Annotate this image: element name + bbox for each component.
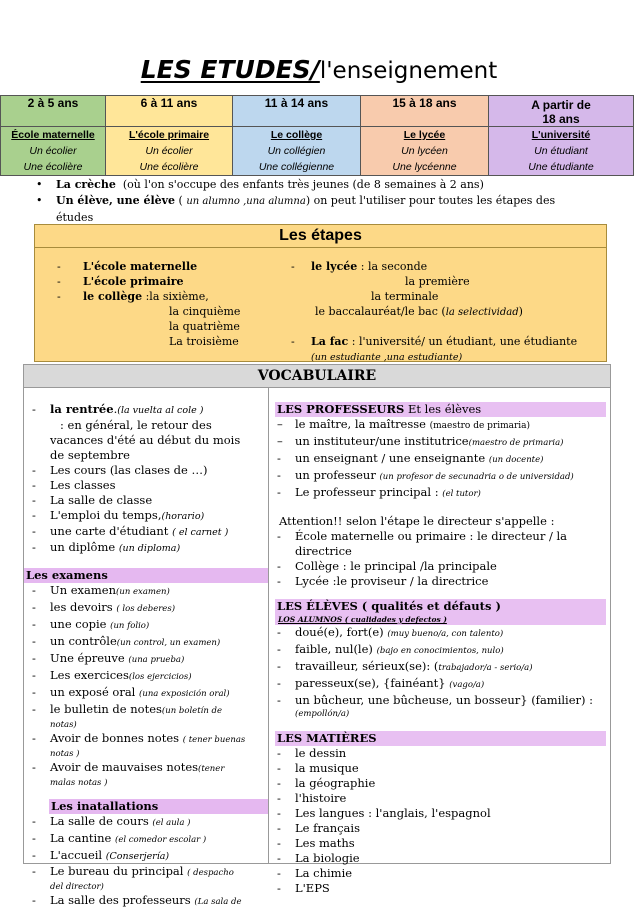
list-item: • Un élève, une élève ( un alumno ,una alumna) on peut l'utiliser pour toutes les étapes des études [36,194,556,224]
title-sub: l'enseignement [319,58,498,84]
age-cell: A partir de 18 ans [489,96,634,127]
vocab-right-column: LES PROFESSEURS Et les élèves – le maître, la maîtresse (maestro de primaria) – un instituteur/une institutrice(maestro de primaria) - un enseignant / une enseignante (un docente) - un professeur (un profesor de secunadria o de universidad) - Le professeur principal : (el tutor) Attention!! selon l'étape le directeur s'appelle : - École maternelle ou primaire : le directeur / la directrice - Collège : le principal /la principale - Lycée :le proviseur / la directrice LES ÉLÈVES ( qualités et défauts ) LOS ALUMNOS ( cualidades y defectos ) - doué(e), fort(e) (muy bueno/a, con talento) - faible, nul(le) (bajo en conocimientos, nulo) - travailleur, sérieux(se): (trabajador/a - serio/a) - paresseux(se), {fainéant} (vago/a) - un bûcheur, une bûcheuse, un bosseur} (familier) : (empollón/a) LES MATIÈRES - le dessin - la musique - la géographie - l'histoire - Les langues : l'anglais, l'espagnol - Le français - Les maths - La biologie - La chimie - L'EPS [269,388,610,864]
school-cell: L'école primaire Un écolier Une écolière [106,127,233,176]
age-cell: 15 à 18 ans [361,96,489,127]
list-item: - Les maths [277,836,355,850]
list-item: • La crèche (où l'on s'occupe des enfants très jeunes (de 8 semaines à 2 ans) [36,178,484,191]
list-item: - L'EPS [277,881,330,895]
school-cell: Le lycée Un lycéen Une lycéenne [361,127,489,176]
intro-bullets [36,177,596,226]
list-item: - La chimie [277,866,353,880]
list-item: - Les langues : l'anglais, l'espagnol [277,806,491,820]
list-item: - la musique [277,761,359,775]
age-cell: 2 à 5 ans [1,96,106,127]
school-cell: École maternelle Un écolier Une écolière [1,127,106,176]
list-item: - l'histoire [277,791,347,805]
etapes-right: - le lycée : la seconde la première la terminale le baccalauréat/le bac (la selectividad) - La fac : l'université/ un étudiant, une étudiante (un estudiante ,una estudiante) [291,260,578,363]
etapes-box [34,224,607,362]
etapes-title: Les étapes [35,225,606,248]
eleves-heading: LES ÉLÈVES ( qualités et défauts ) [275,599,606,614]
age-cell: 11 à 14 ans [233,96,361,127]
matieres-heading: LES MATIÈRES [275,731,606,746]
list-item: - la géographie [277,776,376,790]
list-item: - Le français [277,821,360,835]
page-title [0,52,638,89]
school-cell: Le collège Un collégien Une collégienne [233,127,361,176]
age-cell: 6 à 11 ans [106,96,233,127]
stages-table [0,95,634,176]
examens-heading: Les examens [24,568,268,583]
vocab-title: VOCABULAIRE [24,365,610,388]
school-cell: L'université Un étudiant Une étudiante [489,127,634,176]
vocab-left-column: - la rentrée.(la vuelta al cole ) : en général, le retour des vacances d'été au début du mois de septembre - Les cours (las clases de …) - Les classes - La salle de classe - L'emploi du temps,(horario) - une carte d'étudiant ( el carnet ) - un diplôme (un diploma) Les examens - Un examen(un examen) - les devoirs ( los deberes) - une copie (un folio) - un contrôle(un control, un examen) - Une épreuve (una prueba) - Les exercices(los ejercicios) - un exposé oral (una exposición oral) - le bulletin de notes(un boletín de notas) - Avoir de bonnes notes ( tener buenas notas ) - Avoir de mauvaises notes(tener malas notas ) Les inatallations - La salle de cours (el aula ) - La cantine (el comedor escolar ) - L'accueil (Conserjería) - Le bureau du principal ( despacho del director) - La salle des professeurs (La sala de [24,388,269,864]
vocab-box [23,364,611,907]
etapes-left: - L'école maternelle - L'école primaire - le collège :la sixième, la cinquième la quatrième La troisième [57,260,241,348]
list-item: - La biologie [277,851,360,865]
installations-heading: Les inatallations [49,799,268,814]
profs-heading: LES PROFESSEURS Et les élèves [275,402,606,417]
eleves-subheading: LOS ALUMNOS ( cualidades y defectos ) [275,614,606,625]
title-main: LES ETUDES/ [140,55,320,84]
list-item: - le dessin [277,746,347,760]
